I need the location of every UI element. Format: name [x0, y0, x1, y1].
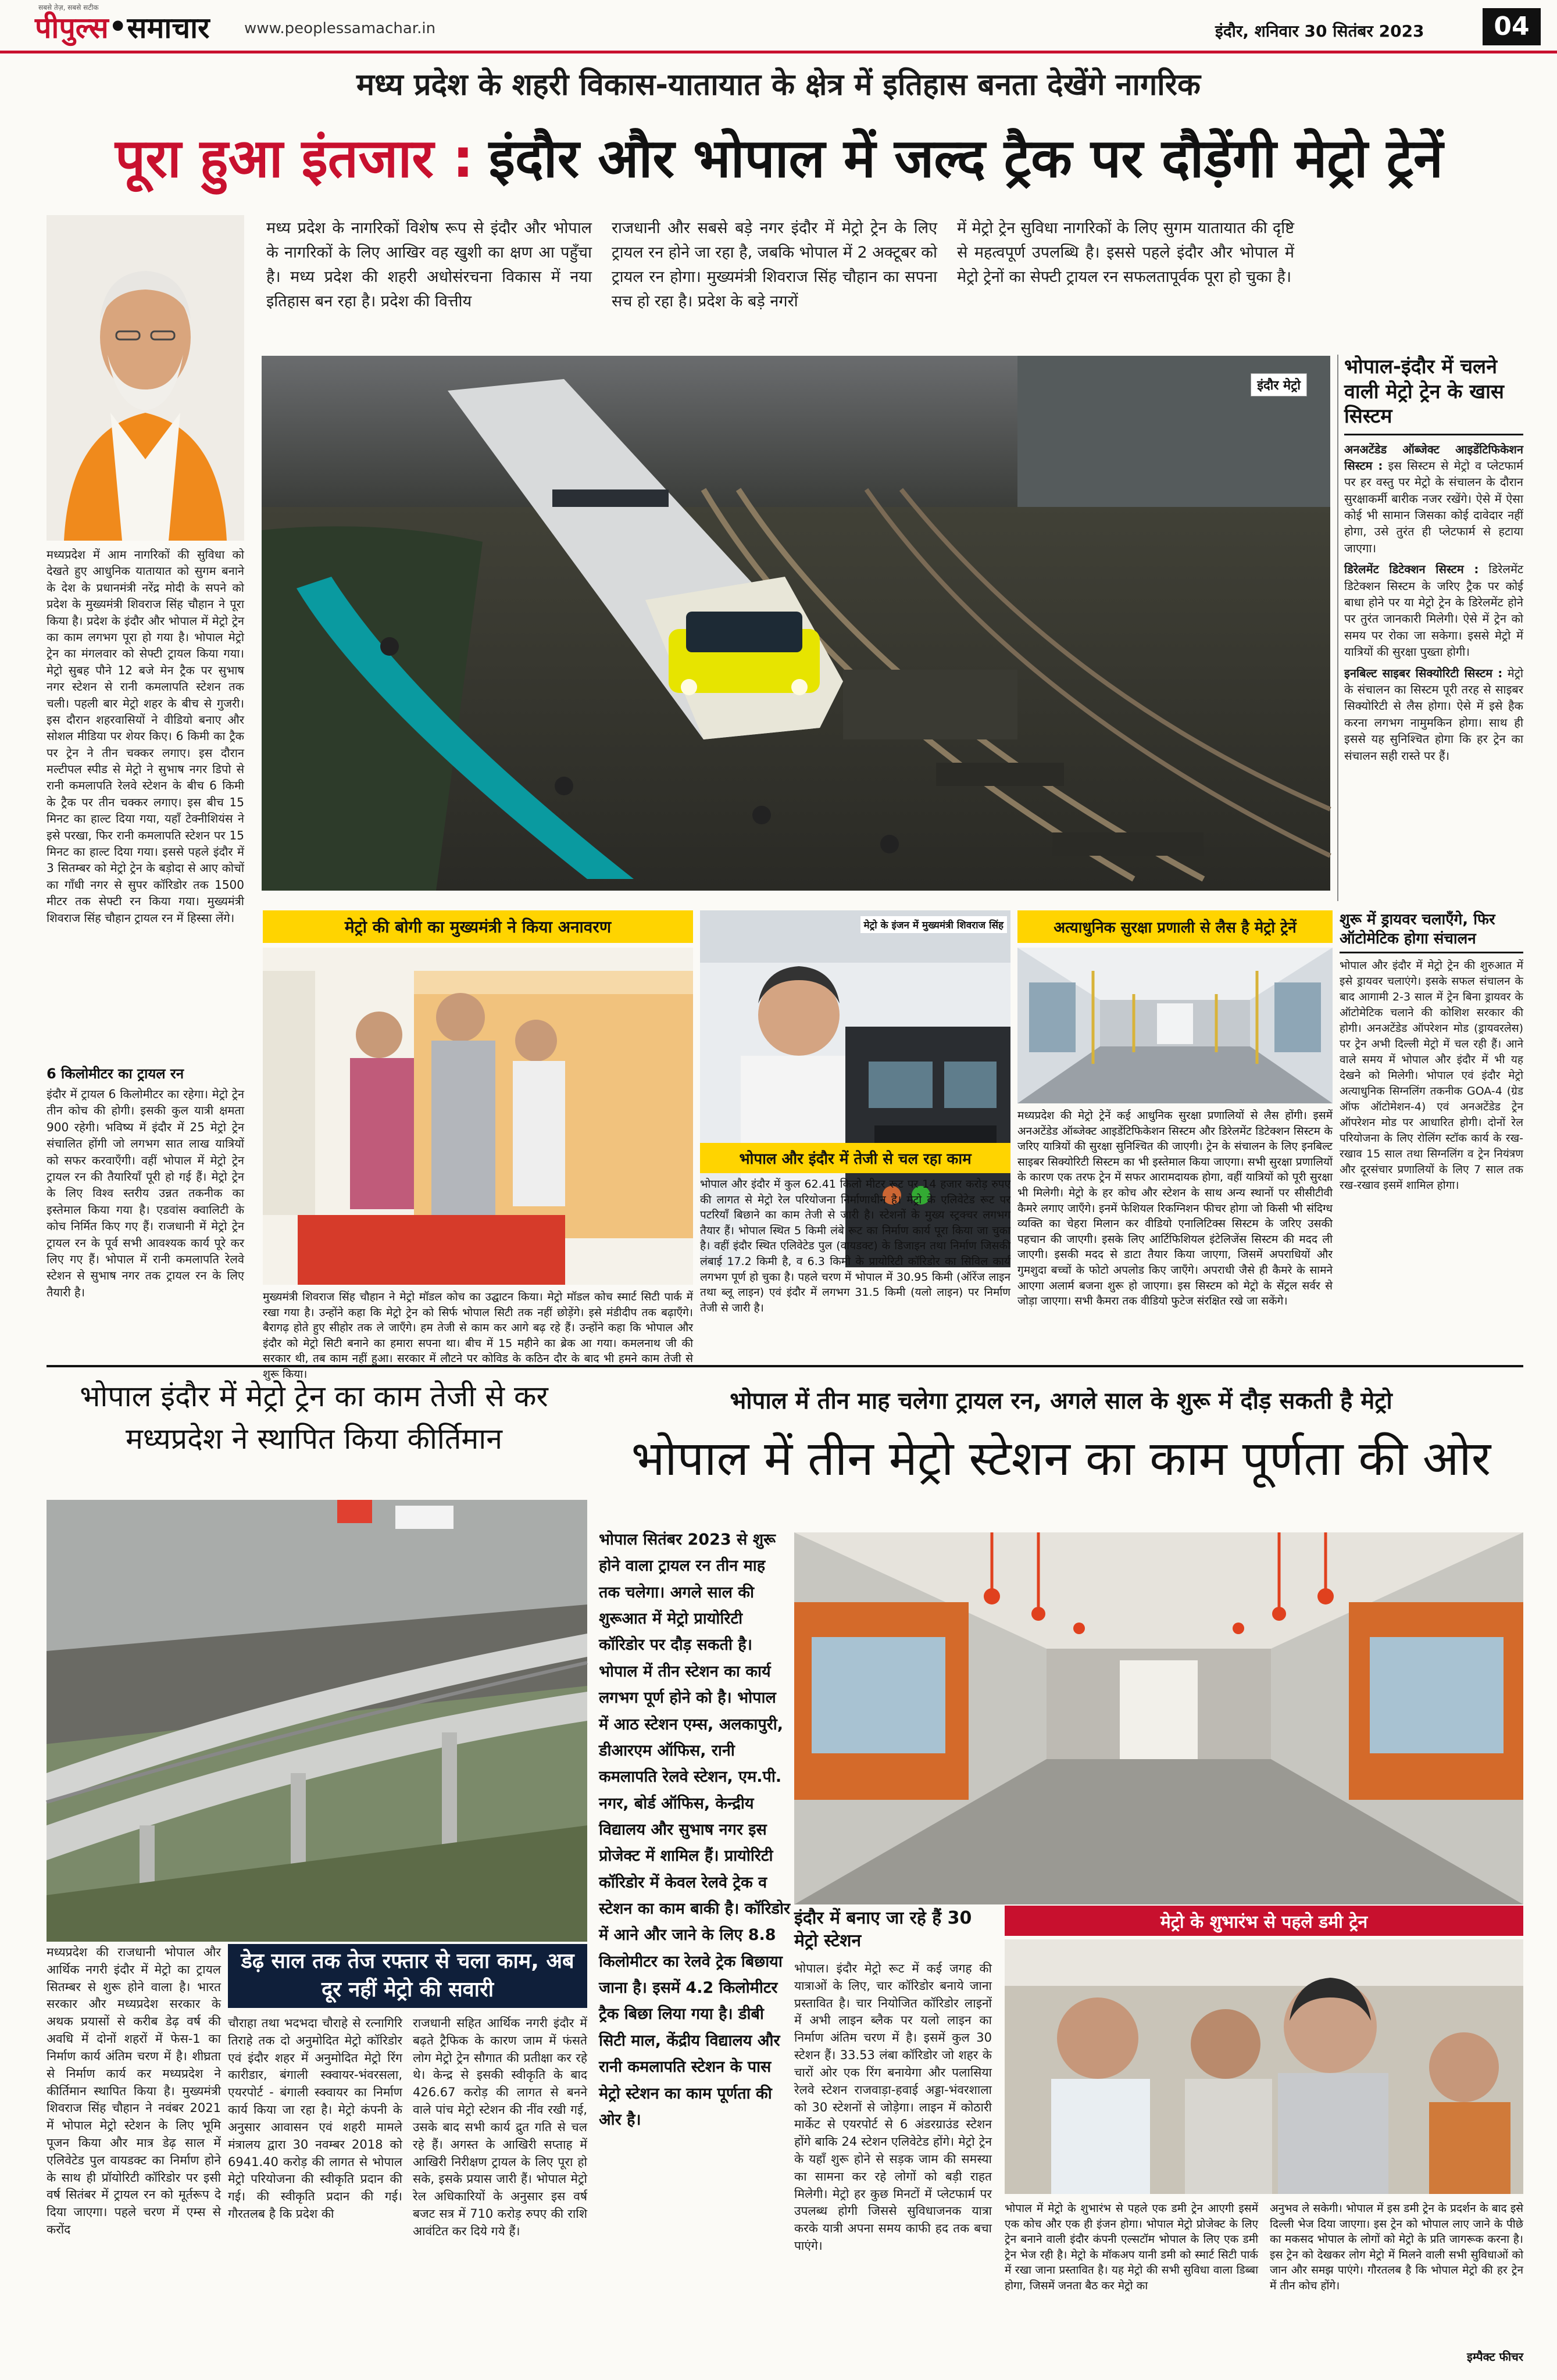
lower-left-col-3: राजधानी सहित आर्थिक नगरी इंदौर में बढ़ते ट्रैफिक के कारण जाम में फंसते लोग मेट्रो ट्रेन सौगात की प्रतीक्षा कर रहे थे। केन्द्र से इसकी स्वीकृति के बाद 426.67 करोड़ की लागत से बनने वाले पांच मेट्रो स्टेशन की नींव रखी गई, उसके बाद सभी कार्य द्रुत गति से चल रहे हैं। अगस्त के आखिरी सप्ताह में आखिरी निरीक्षण ट्रायल के लिए पूरा हो सके, इसके प्रयास जारी हैं। भोपाल मेट्रो रेल अधिकारियों के अनुसार इस वर्ष बजट सत्र में 710 करोड़ रुपए की राशि आवंटित कर दिये गये हैं।: [413, 2016, 587, 2238]
logo-part2: समाचार: [127, 11, 210, 45]
cab-photo-tag: मेट्रो के इंजन में मुख्यमंत्री शिवराज सिंह: [860, 916, 1008, 933]
system-item: [1344, 441, 1523, 557]
logo: [35, 8, 209, 45]
coach-interior-wide-photo: [794, 1532, 1523, 1904]
indore-stations-subhead: इंदौर में बनाए जा रहे हैं 30 मेट्रो स्टेशन: [794, 1908, 972, 1951]
strip-2-title: भोपाल और इंदौर में तेजी से चल रहा काम: [700, 1143, 1010, 1173]
section-divider: [47, 1365, 1523, 1367]
kicker: मध्य प्रदेश के शहरी विकास-यातायात के क्षेत्र में इतिहास बनता देखेंगे नागरिक: [356, 67, 1201, 102]
system-item-heading: डिरेलमेंट डिटेक्शन सिस्टम :: [1344, 562, 1479, 577]
strip-3-caption: मध्यप्रदेश की मेट्रो ट्रेनें कई आधुनिक सुरक्षा प्रणालियों से लैस होंगी। इसमें अनअटेंडेड ऑब्जेक्ट आइडेंटिफिकेशन सिस्टम और डिरेलमेंट डिटेक्शन सिस्टम के जरिए यात्रियों की सुरक्षा सुनिश्चित की जाएगी। ट्रेन के संचालन के लिए इनबिल्ट साइबर सिक्योरिटी सिस्टम का भी इस्तेमाल किया जाएगा। सभी सुरक्षा प्रणालियों के कारण एक तरफ ट्रेन में सफर आरामदायक होगा, वहीं यात्रियों को पूरी सुरक्षा भी मिलेगी। मेट्रो के हर कोच और स्टेशन के साथ अन्य स्थानों पर सीसीटीवी कैमरे लगाए जाएँगे। इनमें फेशियल रिकग्निशन फीचर होगा जो किसी भी संदिग्ध व्यक्ति का चेहरा मिलान कर वीडियो एनालिटिक्स सिस्टम के जरिए उसकी पहचान की जाएगी। इसके लिए आर्टिफिशियल इंटेलिजेंस सिस्टम की मदद ली जाएगी। इसकी मदद से डाटा तैयार किया जाएगा, जिसमें अपराधियों और गुमशुदा बच्चों के फोटो अपलोड किए जाएँगे। अपराधी जैसे ही कैमरे के सामने आएगा अलार्म बजना शुरू हो जाएगा। इस सिस्टम को मेट्रो के सेंट्रल सर्वर से जोड़ा जाएगा। सभी कैमरा तक वीडियो फुटेज संरक्षित रखे जा सकेंगे।: [1017, 1109, 1333, 1308]
strip-1-caption: मुख्यमंत्री शिवराज सिंह चौहान ने मेट्रो मॉडल कोच का उद्घाटन किया। मेट्रो मॉडल कोच स्मार्ट सिटी पार्क में रखा गया है। उन्होंने कहा कि मेट्रो ट्रेन को सिर्फ भोपाल सिटी तक नहीं छोड़ेंगे। इसे मंडीदीप तक बढ़ाएँगे। बैरागढ़ होते हुए सीहोर तक ले जाएँगे। हम तेजी से काम कर आगे बढ़ रहे हैं। उन्होंने कहा कि भोपाल और इंदौर को मेट्रो सिटी बनाने का हमारा सपना था। बीच में 15 महीने का ब्रेक आ गया। कमलनाथ जी की सरकार थी, तब काम नहीं हुआ। सरकार में लौटने पर कोविड के कठिन दौर के बाद भी हमने काम तेजी से शुरू किया।: [263, 1291, 693, 1381]
indore-metro-photo: [262, 356, 1330, 891]
systems-box-title: भोपाल-इंदौर में चलने वाली मेट्रो ट्रेन के खास सिस्टम: [1344, 355, 1523, 435]
headline-main: इंदौर और भोपाल में जल्द ट्रैक पर दौड़ेंगी मेट्रो ट्रेनें: [488, 127, 1444, 190]
strip-4-title: शुरू में ड्रायवर चलाएँगे, फिर ऑटोमेटिक होगा संचालन: [1340, 910, 1523, 953]
headline: [35, 115, 1523, 196]
systems-box: [1337, 355, 1523, 901]
indore-stations-text: भोपाल। इंदौर मेट्रो रूट में कई जगह की यात्राओं के लिए, चार कॉरिडोर बनाये जाना प्रस्तावित है। चार नियोजित कॉरिडोर लाइनों में अभी लाइन ब्लैक पर यलो लाइन का निर्माण अंतिम चरण में है। इसमें कुल 30 स्टेशन हैं। 33.53 लंबा कॉरिडोर जो शहर के चारों ओर एक रिंग बनायेगा और पलासिया रेलवे स्टेशन राजवाड़ा-हवाई अड्डा-भंवरशाला को 30 स्टेशनों से जोड़ेगा। लाइन में कोठारी मार्केट से एयरपोर्ट से 6 अंडरग्राउंड स्टेशन होंगे बाकि 24 स्टेशन एलिवेटेड होंगे। मेट्रो ट्रेन के यहाँ शुरू होने से सड़क जाम की समस्या का सामना कर रहे लोगों को बड़ी राहत मिलेगी। मेट्रो हर कुछ मिनटों में प्लेटफार्म पर उपलब्ध होगी जिससे सुविधाजनक यात्रा करके यात्री अपना समय काफी हद तक बचा पाएंगे।: [794, 1961, 992, 2253]
masthead: [0, 0, 1557, 53]
system-item: [1344, 665, 1523, 764]
lower-left-banner: भोपाल इंदौर में मेट्रो ट्रेन का काम तेजी से कर मध्यप्रदेश ने स्थापित किया कीर्तिमान: [80, 1380, 548, 1456]
left-column-subhead: 6 किलोमीटर का ट्रायल रन: [47, 1066, 184, 1082]
logo-part1: पीपुल्स: [35, 11, 109, 45]
intro-col-1: मध्य प्रदेश के नागरिकों विशेष रूप से इंदौर और भोपाल के नागरिकों के लिए आखिर वह खुशी का क्षण आ पहुँचा है। मध्य प्रदेश की शहरी अधोसंरचना विकास में नया इतिहास बन रहा है। प्रदेश की वित्तीय: [266, 219, 592, 310]
system-item-text: डिरेलमेंट डिटेक्शन सिस्टम के जरिए ट्रैक पर कोई बाधा होने पर या मेट्रो ट्रेन के डिरेलमेंट होने पर तुरंत जानकारी मिलेगी। ऐसे में ट्रेन को समय पर रोका जा सकेगा। इससे मेट्रो में यात्रियों की सुरक्षा पुख्ता होगी।: [1344, 562, 1524, 659]
headline-red: पूरा हुआ इंतजार :: [115, 127, 474, 190]
impact-feature-credit: इम्पैक्ट फीचर: [1467, 2350, 1523, 2364]
strip-1-title: मेट्रो की बोगी का मुख्यमंत्री ने किया अनावरण: [263, 910, 693, 943]
intro-col-3: में मेट्रो ट्रेन सुविधा नागरिकों के लिए सुगम यातायात की दृष्टि से महत्वपूर्ण उपलब्धि है। इससे पहले इंदौर और भोपाल में मेट्रो ट्रेनों का सेफ्टी ट्रायल रन सफलतापूर्वक पूरा हो चुका है।: [957, 219, 1294, 286]
system-item-text: इस सिस्टम से मेट्रो व प्लेटफार्म पर हर वस्तु पर मेट्रो के संचालन के दौरान सुरक्षाकर्मी बारीक नजर रखेंगे। ऐसे में ऐसा कोई भी सामान जिसका कोई दावेदार नहीं होगा, उसे तुरंत ही प्लेटफार्म से हटाया जाएगा।: [1344, 458, 1524, 555]
lower-right-headline: भोपाल में तीन मेट्रो स्टेशन का काम पूर्णता की ओर: [631, 1431, 1491, 1486]
pm-portrait: [47, 215, 244, 541]
photo-tag: इंदौर मेट्रो: [1251, 373, 1307, 396]
website-url[interactable]: www.peoplessamachar.in: [244, 20, 436, 37]
lower-right-narrow: भोपाल सितंबर 2023 से शुरू होने वाला ट्रायल रन तीन माह तक चलेगा। अगले साल की शुरूआत में मेट्रो प्रायोरिटी कॉरिडोर पर दौड़ सकती है। भोपाल में तीन स्टेशन का कार्य लगभग पूर्ण होने को है। भोपाल में आठ स्टेशन एम्स, अलकापुरी, डीआरएम ऑफिस, रानी कमलापति रेलवे स्टेशन, एम.पी. नगर, बोर्ड ऑफिस, केन्द्रीय विद्यालय और सुभाष नगर इस प्रोजेक्ट में शामिल हैं। प्रायोरिटी कॉरिडोर में केवल रेलवे ट्रेक व स्टेशन का काम बाकी है। कॉरिडोर में आने और जाने के लिए 8.8 किलोमीटर का रेलवे ट्रेक बिछाया जाना है। इसमें 4.2 किलोमीटर ट्रैक बिछा लिया गया है। डीबी सिटी माल, केंद्रीय विद्यालय और रानी कमलापति स्टेशन के पास मेट्रो स्टेशन का काम पूर्णता की ओर है।: [599, 1531, 791, 2129]
lower-left-body: मध्यप्रदेश की राजधानी भोपाल और आर्थिक नगरी इंदौर में मेट्रो का ट्रायल सितम्बर से शुरू होने वाला है। भारत सरकार और मध्यप्रदेश सरकार के अथक प्रयासों से करीब डेढ़ वर्ष की अवधि में दोनों शहरों में फेस-1 का निर्माण कार्य अंतिम चरण में है। शीघ्रता से निर्माण कार्य कर मध्यप्रदेश ने कीर्तिमान स्थापित किया है। मुख्यमंत्री शिवराज सिंह चौहान ने नवंबर 2021 में भोपाल मेट्रो स्टेशन के लिए भूमि पूजन किया और मात्र डेढ़ साल में एलिवेटेड पुल वायडक्ट का निर्माण होने के साथ ही प्रॉयोरिटी कॉरिडोर पर इसी वर्ष सितंबर में ट्रायल रन को मूर्तरूप दे दिया जाएगा। पहले चरण में एम्स से करोंद: [47, 1945, 221, 2236]
logo-tagline: सबसे तेज़, सबसे सटीक: [38, 3, 99, 12]
strip-4-text: भोपाल और इंदौर में मेट्रो ट्रेन की शुरुआत में इसे ड्रायवर चलाएंगे। इसके सफल संचालन के बाद आगामी 2-3 साल में ट्रेन बिना ड्रायवर के ऑटोमेटिक चलाने की कोशिश सरकार की होगी। अनअटेंडेड ऑपरेशन मोड (ड्रायवरलेस) पर ट्रेन अभी दिल्ली मेट्रो में चल रही हैं। आने वाले समय में भोपाल और इंदौर में भी यह देखने को मिलेगी। भोपाल एवं इंदौर मेट्रो अत्याधुनिक सिग्नलिंग तकनीक GOA-4 (ग्रेड ऑफ ऑटोमेशन-4) एवं अनअटेंडेड ट्रेन ऑपरेशन मोड पर आधारित होगी। दोनों रेल परियोजना के लिए रोलिंग स्टॉक कार्य के रख-रखाव 15 साल तथा सिग्नलिंग व ट्रेन नियंत्रण और दूरसंचार प्रणालियों के लिए 7 साल तक रख-रखाव इसमें शामिल होगा।: [1340, 959, 1523, 1192]
dummy-train-photo: [1005, 1939, 1523, 2194]
logo-separator: •: [108, 10, 127, 44]
page-number: 04: [1483, 8, 1541, 45]
strip-2-caption: भोपाल और इंदौर में कुल 62.41 किलो मीटर रूट पर 14 हजार करोड़ रुपए की लागत से मेट्रो रेल परियोजना निर्माणाधीन है। मेट्रो के एलिवेटेड रूट पर पटरियाँ बिछाने का काम तेजी से जारी है। स्टेशनों के मुख्य स्ट्रक्चर लगभग तैयार हैं। भोपाल स्थित 5 किमी लंबे रूट का निर्माण कार्य पूरा किया जा चुका है। वहीं इंदौर स्थित एलिवेटेड पुल (वायडक्ट) के डिजाइन तथा निर्माण जिसकी लंबाई 17.2 किमी है, व 6.3 किमी के प्रायोरिटी कॉरिडोर का सिविल कार्य लगभग पूर्ण हो चुका है। पहले चरण में भोपाल में 30.95 किमी (ऑरेंज लाइन तथा ब्लू लाइन) एवं इंदौर में लगभग 31.5 किमी (यलो लाइन) पर निर्माण तेजी से जारी है।: [700, 1178, 1010, 1314]
dummy-caption-right: अनुभव ले सकेगी। भोपाल में इस डमी ट्रेन के प्रदर्शन के बाद इसे दिल्ली भेज दिया जाएगा। इस ट्रेन को भोपाल लाए जाने के पीछे का मकसद भोपाल के लोगों को मेट्रो के प्रति जागरूक करना है। इस ट्रेन को देखकर लोग मेट्रो में मिलने वाली सभी सुविधाओं को जान और समझ पाएंगे। गौरतलब है कि भोपाल मेट्रो की हर ट्रेन में तीन कोच होंगे।: [1270, 2202, 1523, 2292]
system-item-heading: अनअटेंडेड ऑब्जेक्ट आइडेंटिफिकेशन सिस्टम :: [1344, 442, 1523, 473]
coach-interior-photo: [1017, 948, 1333, 1103]
dateline: इंदौर, शनिवार 30 सितंबर 2023: [1215, 22, 1424, 41]
left-column-body: मध्यप्रदेश में आम नागरिकों की सुविधा को देखते हुए आधुनिक यातायात को सुगम बनाने के देश के प्रधानमंत्री नरेंद्र मोदी के सपने को प्रदेश के मुख्यमंत्री शिवराज सिंह चौहान ने पूरा किया है। प्रदेश के इंदौर और भोपाल में मेट्रो ट्रेन का काम लगभग पूरा हो गया है। भोपाल मेट्रो ट्रेन का मंगलवार को सेफ्टी ट्रायल किया गया। मेट्रो सुबह पौने 12 बजे मेन ट्रैक पर सुभाष नगर स्टेशन से रानी कमलापति स्टेशन तक चली। पहली बार मेट्रो शहर के बीच से गुजरी। इस दौरान शहरवासियों ने वीडियो बनाए और सोशल मीडिया पर शेयर किए। 6 किमी का ट्रैक पर ट्रेन ने तीन चक्कर लगाए। इस दौरान मल्टीपल स्पीड से मेट्रो ने सुभाष नगर डिपो से रानी कमलापति रेलवे स्टेशन के बीच 6 किमी के ट्रैक पर तीन चक्कर लगाए। इस बीच 15 मिनट का हाल्ट दिया गया, यहाँ टेक्नीशियंस ने इसे परखा, फिर रानी कमलापति स्टेशन पर 15 मिनट का हाल्ट दिया गया। इससे पहले इंदौर में 3 सितम्बर को मेट्रो ट्रेन के बड़ोदा से आए कोचों का गाँधी नगर से सुपर कॉरिडोर तक 1500 मीटर तक सेफ्टी रन किया गया। मुख्यमंत्री शिवराज सिंह चौहान ट्रायल रन में हिस्सा लेंगे।: [47, 548, 244, 925]
strip-3-title: अत्याधुनिक सुरक्षा प्रणाली से लैस है मेट्रो ट्रेनें: [1017, 910, 1333, 943]
lower-left-col-2: चौराहा तथा भदभदा चौराहे से रत्नागिरि तिराहे तक दो अनुमोदित मेट्रो कॉरिडोर एवं इंदौर शहर में अनुमोदित मेट्रो रिंग कारीडार, बंगाली स्क्वायर-भंवरसला, एयरपोर्ट - बंगाली स्क्वायर का निर्माण कार्य किया जा रहा है। मेट्रो कंपनी के अनुसार आवासन एवं शहरी मामले मंत्रालय द्वारा 30 नवम्बर 2018 को 6941.40 करोड़ की लागत से भोपाल मेट्रो परियोजना की स्वीकृति प्रदान की गई। की स्वीकृति प्रदान की गई। गौरतलब है कि प्रदेश की: [228, 2016, 402, 2221]
strip-4: [1340, 910, 1523, 1352]
lower-right-kicker: भोपाल में तीन माह चलेगा ट्रायल रन, अगले साल के शुरू में दौड़ सकती है मेट्रो: [730, 1388, 1392, 1414]
system-item-text: मेट्रो के संचालन का सिस्टम पूरी तरह से साइबर सिक्योरिटी से लैस होगा। ऐसे में इसे हैक करना लगभग नामुमकिन होगा। साथ ही इससे यह सुनिश्चित होगा कि हर ट्रेन का संचालन सही रास्ते पर हैं।: [1344, 666, 1524, 763]
cm-unveil-photo: [263, 948, 693, 1285]
dummy-train-title: मेट्रो के शुभारंभ से पहले डमी ट्रेन: [1005, 1906, 1523, 1936]
dummy-caption-left: भोपाल में मेट्रो के शुभारंभ से पहले एक डमी ट्रेन आएगी इसमें एक कोच और एक ही इंजन होगा। भोपाल मेट्रो प्रोजेक्ट के लिए ट्रेन बनाने वाली इंदौर कंपनी एल्सटॉम भोपाल के लिए एक डमी ट्रेन भेज रही है। मेट्रो के मॉकअप यानी डमी को स्मार्ट सिटी पार्क में रखा जाना प्रस्तावित है। यह मेट्रो की सभी सुविधा वाला डिब्बा होगा, जिसमें जनता बैठ कर मेट्रो का: [1005, 2202, 1258, 2292]
system-item: [1344, 561, 1523, 660]
intro-col-2: राजधानी और सबसे बड़े नगर इंदौर में मेट्रो ट्रेन के लिए ट्रायल रन होने जा रहा है, जबकि भोपाल में 2 अक्टूबर को ट्रायल रन होगा। मुख्यमंत्री शिवराज सिंह चौहान का सपना सच हो रहा है। प्रदेश के बड़े नगरों: [612, 219, 937, 310]
lower-left-subbanner: डेढ़ साल तक तेज रफ्तार से चला काम, अब दूर नहीं मेट्रो की सवारी: [228, 1944, 587, 2008]
left-column-body-2: इंदौर में ट्रायल 6 किलोमीटर का रहेगा। मेट्रो ट्रेन तीन कोच की होगी। इसकी कुल यात्री क्षमता 900 रहेगी। भविष्य में इंदौर में 25 मेट्रो ट्रेन संचालित होंगी जो लगभग सात लाख यात्रियों को सफर करवाएँगी। वहीं भोपाल में मेट्रो ट्रेन ट्रायल रन की तैयारियाँ पूरी हो गई हैं। मेट्रो ट्रेन के लिए विश्व स्तरीय उन्नत तकनीक का इस्तेमाल किया गया है। एडवांस क्वालिटी के कोच निर्मित किए गए हैं। राजधानी में मेट्रो ट्रेन ट्रायल रन के पूर्व सभी आवश्यक कार्य पूरे कर लिए गए हैं। भोपाल में रानी कमलापति रेलवे स्टेशन से सुभाष नगर तक ट्रायल रन के लिए तैयारी है।: [47, 1087, 244, 1299]
elevated-corridor-photo: [47, 1500, 587, 1942]
system-item-heading: इनबिल्ट साइबर सिक्योरिटी सिस्टम :: [1344, 666, 1503, 680]
